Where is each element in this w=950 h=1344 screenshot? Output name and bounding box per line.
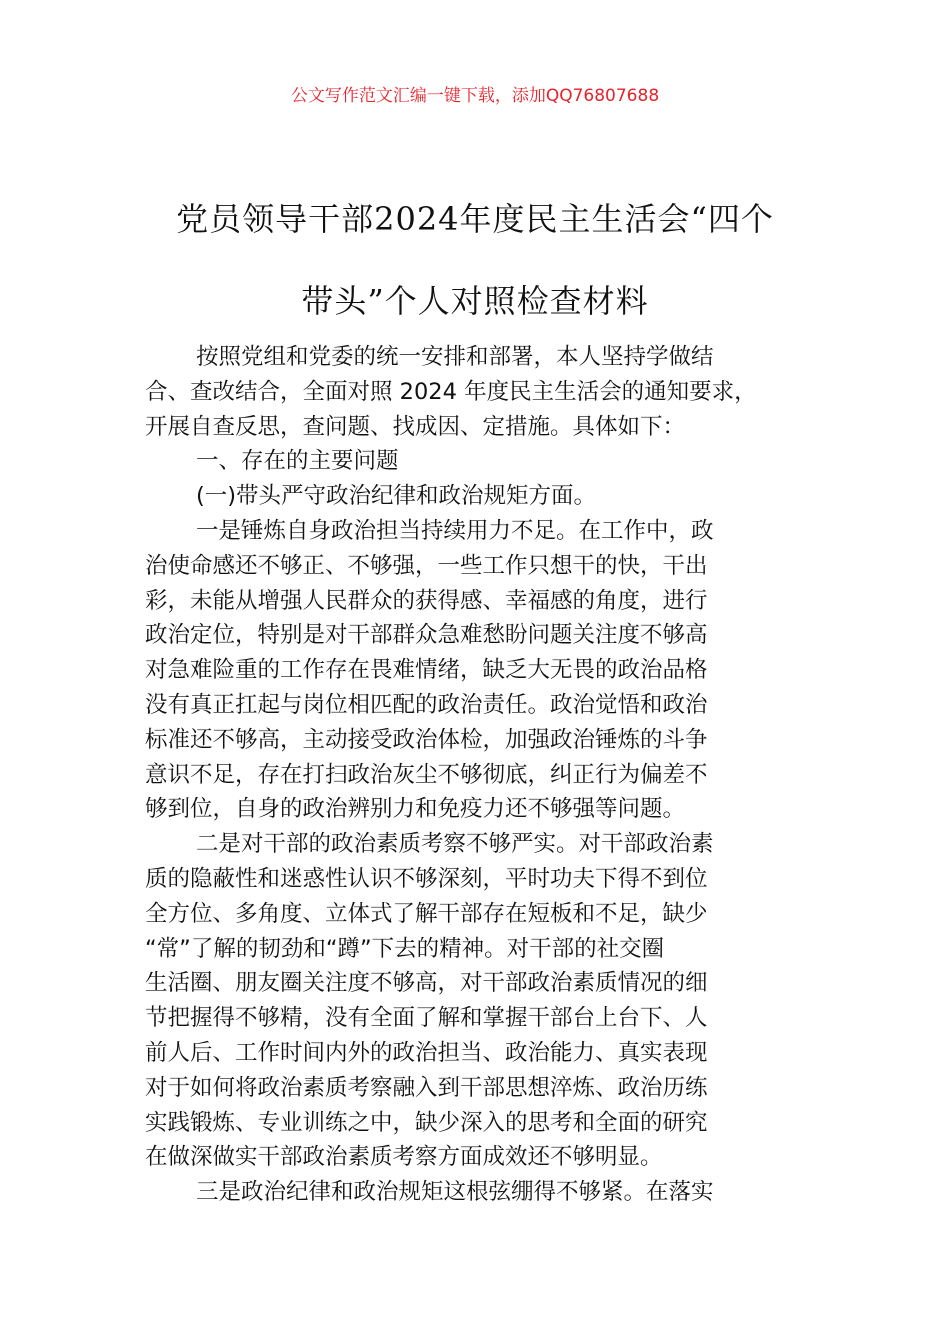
body-line: 意识不足，存在打扫政治灰尘不够彻底，纠正行为偏差不 [145, 761, 708, 788]
body-line: 质的隐蔽性和迷惑性认识不够深刻，平时功夫下得不到位 [145, 865, 708, 892]
body-line: 治使命感还不够正、不够强，一些工作只想干的快，干出 [145, 552, 708, 579]
body-line: 没有真正扛起与岗位相匹配的政治责任。政治觉悟和政治 [145, 691, 708, 718]
body-line: 彩，未能从增强人民群众的获得感、幸福感的角度，进行 [145, 587, 708, 614]
subsection-heading: (一)带头严守政治纪律和政治规矩方面。 [196, 483, 597, 510]
body-line: 对于如何将政治素质考察融入到干部思想淬炼、政治历练 [145, 1074, 708, 1101]
body-line: 全方位、多角度、立体式了解干部存在短板和不足，缺少 [145, 900, 708, 927]
title-line-1: 党员领导干部2024年度民主生活会“四个 [176, 200, 774, 238]
download-banner[interactable] [0, 84, 950, 108]
title-line-2: 带头”个人对照检查材料 [301, 282, 649, 320]
body-line: 前人后、工作时间内外的政治担当、政治能力、真实表现 [145, 1039, 708, 1066]
body-line: 按照党组和党委的统一安排和部署，本人坚持学做结 [196, 344, 714, 370]
body-line: 三是政治纪律和政治规矩这根弦绷得不够紧。在落实 [196, 1179, 714, 1206]
body-line: 政治定位，特别是对干部群众急难愁盼问题关注度不够高 [145, 622, 708, 649]
body-line: “常”了解的韧劲和“蹲”下去的精神。对干部的社交圈 [145, 935, 665, 962]
body-line: 实践锻炼、专业训练之中，缺少深入的思考和全面的研究 [145, 1109, 708, 1136]
body-line: 二是对干部的政治素质考察不够严实。对干部政治素 [196, 831, 714, 858]
body-line: 够到位，自身的政治辨别力和免疫力还不够强等问题。 [145, 796, 686, 823]
body-line: 在做深做实干部政治素质考察方面成效还不够明显。 [145, 1144, 663, 1171]
body-line: 一是锤炼自身政治担当持续用力不足。在工作中，政 [196, 517, 714, 544]
document-body [145, 340, 810, 1210]
body-line: 合、查改结合，全面对照 2024 年度民主生活会的通知要求， [145, 378, 757, 405]
banner-text: 公文写作范文汇编一键下载，添加QQ76807688 [290, 86, 660, 106]
body-line: 生活圈、朋友圈关注度不够高，对干部政治素质情况的细 [145, 970, 708, 997]
body-line: 节把握得不够精，没有全面了解和掌握干部台上台下、人 [145, 1005, 708, 1032]
section-heading: 一、存在的主要问题 [196, 448, 399, 475]
body-line: 标准还不够高，主动接受政治体检，加强政治锤炼的斗争 [145, 726, 708, 753]
body-line: 对急难险重的工作存在畏难情绪，缺乏大无畏的政治品格 [145, 657, 708, 684]
document-title [0, 178, 950, 342]
body-line: 开展自查反思，查问题、找成因、定措施。具体如下： [145, 413, 686, 440]
